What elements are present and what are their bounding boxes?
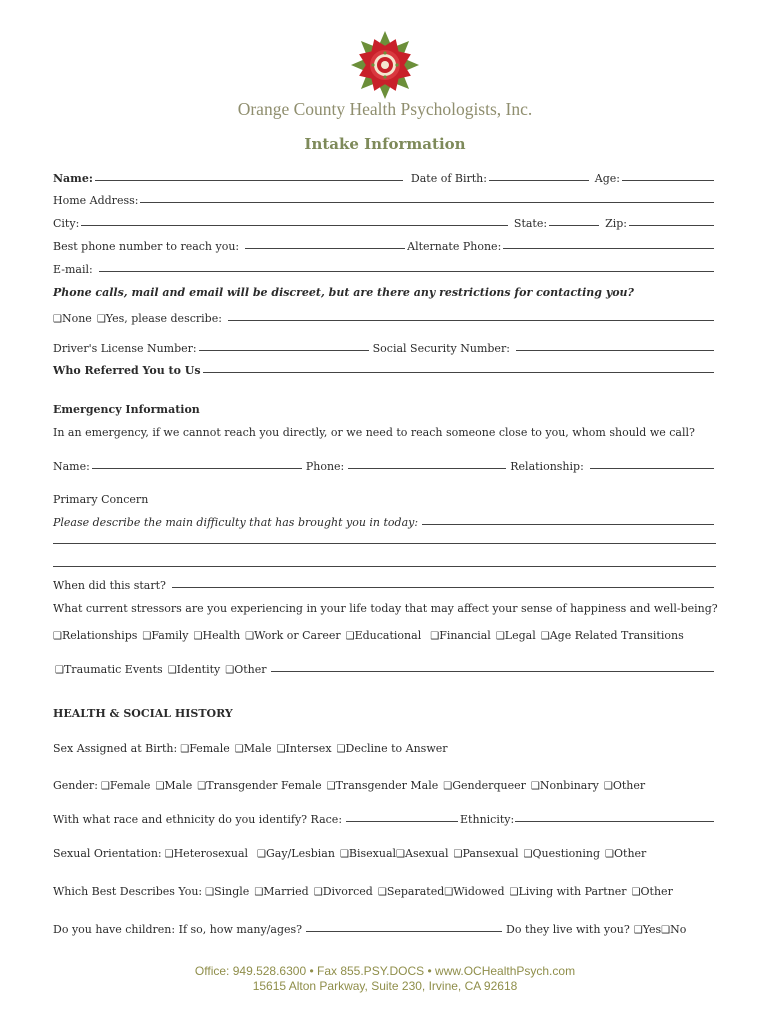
gender-option: Male	[164, 779, 193, 792]
emergency-name-field[interactable]	[92, 468, 302, 469]
stressor-other-field[interactable]	[271, 671, 715, 672]
live-checkbox[interactable]: ❑	[633, 925, 643, 936]
page-title: Intake Information	[304, 135, 466, 153]
restrictions-field[interactable]	[228, 320, 714, 321]
emergency-heading: Emergency Information	[53, 403, 200, 416]
orientation-checkbox[interactable]: ❑	[339, 849, 349, 860]
gender-checkbox[interactable]: ❑	[603, 781, 613, 792]
emergency-phone-label: Phone:	[305, 460, 345, 473]
orientation-checkbox[interactable]: ❑	[396, 849, 405, 860]
stressor-checkbox[interactable]: ❑	[167, 665, 177, 676]
describe-line-2	[53, 530, 716, 548]
start-label: When did this start?	[53, 579, 166, 592]
mandala-logo-icon	[349, 29, 421, 101]
state-label: State:	[513, 217, 548, 230]
gender-checkbox[interactable]: ❑	[100, 781, 110, 792]
city-label: City:	[53, 217, 80, 230]
sex-option: Female	[189, 742, 230, 755]
describe-row	[53, 511, 716, 529]
zip-label: Zip:	[605, 217, 627, 230]
orientation-option: Bisexual	[348, 847, 397, 860]
health-heading-row	[53, 702, 716, 720]
address-row	[53, 189, 716, 207]
stressor-checkbox[interactable]: ❑	[142, 631, 152, 642]
status-option: Separated	[386, 885, 445, 898]
describe-field-2[interactable]	[53, 543, 716, 544]
address-label: Home Address:	[53, 194, 139, 207]
orientation-label: Sexual Orientation:	[53, 847, 162, 860]
email-label: E-mail:	[53, 263, 93, 276]
zip-field[interactable]	[629, 225, 714, 226]
gender-checkbox[interactable]: ❑	[443, 781, 453, 792]
gender-checkbox[interactable]: ❑	[155, 781, 165, 792]
status-option: Other	[640, 885, 673, 898]
stressor-checkbox[interactable]: ❑	[245, 631, 255, 642]
discreet-note: Phone calls, mail and email will be discreet, but are there any restrictions for contacting you?	[53, 286, 635, 299]
sex-checkbox[interactable]: ❑	[180, 744, 190, 755]
stressor-options-row	[53, 624, 716, 642]
sex-checkbox[interactable]: ❑	[234, 744, 244, 755]
status-checkbox[interactable]: ❑	[313, 887, 323, 898]
email-field[interactable]	[99, 271, 714, 272]
phone-label: Best phone number to reach you:	[53, 240, 240, 253]
stressor-option: Age Related Transitions	[549, 629, 684, 642]
sex-checkbox[interactable]: ❑	[336, 744, 346, 755]
status-option: Divorced	[322, 885, 373, 898]
referred-field[interactable]	[203, 372, 714, 373]
stressor-option: Other	[234, 663, 267, 676]
describe-field-3[interactable]	[53, 566, 716, 567]
name-label: Name:	[53, 172, 93, 185]
state-field[interactable]	[549, 225, 599, 226]
gender-option: Nonbinary	[539, 779, 599, 792]
race-field[interactable]	[346, 821, 458, 822]
dob-label: Date of Birth:	[410, 172, 487, 185]
yes-checkbox[interactable]: ❑	[96, 314, 106, 325]
stressor-option: Identity	[176, 663, 221, 676]
stressor-checkbox[interactable]: ❑	[495, 631, 505, 642]
describe-field[interactable]	[422, 524, 714, 525]
stressor-option: Educational	[354, 629, 422, 642]
restrictions-row	[53, 307, 716, 325]
status-option: Single	[214, 885, 250, 898]
age-field[interactable]	[622, 180, 714, 181]
orientation-checkbox[interactable]: ❑	[453, 849, 463, 860]
orientation-checkbox[interactable]: ❑	[164, 849, 174, 860]
health-heading: HEALTH & SOCIAL HISTORY	[53, 707, 233, 720]
stressor-checkbox[interactable]: ❑	[430, 631, 440, 642]
stressor-option: Traumatic Events	[63, 663, 163, 676]
referred-row	[53, 359, 716, 377]
stressor-option: Legal	[504, 629, 536, 642]
stressor-checkbox[interactable]: ❑	[193, 631, 203, 642]
status-checkbox[interactable]: ❑	[631, 887, 641, 898]
status-checkbox[interactable]: ❑	[444, 887, 454, 898]
race-row	[53, 808, 716, 826]
emergency-relationship-label: Relationship:	[510, 460, 584, 473]
sex-option: Male	[243, 742, 272, 755]
age-label: Age:	[594, 172, 620, 185]
describe-label: Please describe the main difficulty that has brought you in today:	[53, 516, 419, 529]
gender-option: Genderqueer	[452, 779, 526, 792]
stressors-row	[53, 597, 716, 615]
stressor-option: Financial	[439, 629, 491, 642]
gender-option: Transgender Male	[335, 779, 439, 792]
sex-option: Decline to Answer	[345, 742, 448, 755]
stressor-option: Relationships	[61, 629, 138, 642]
live-option: Yes	[642, 923, 662, 936]
stressor-checkbox[interactable]: ❑	[345, 631, 355, 642]
status-checkbox[interactable]: ❑	[205, 887, 215, 898]
email-row	[53, 258, 716, 276]
orientation-row	[53, 842, 716, 860]
status-row	[53, 880, 716, 898]
org-name: Orange County Health Psychologists, Inc.	[237, 99, 533, 119]
sex-option: Intersex	[285, 742, 332, 755]
alt-phone-field[interactable]	[503, 248, 714, 249]
children-field[interactable]	[306, 931, 502, 932]
gender-checkbox[interactable]: ❑	[530, 781, 540, 792]
stressor-option: Family	[151, 629, 189, 642]
gender-option: Female	[109, 779, 151, 792]
phone-field[interactable]	[245, 248, 405, 249]
orientation-option: Other	[614, 847, 647, 860]
emergency-relationship-field[interactable]	[590, 468, 714, 469]
referred-label: Who Referred You to Us	[53, 364, 201, 377]
concern-heading: Primary Concern	[53, 493, 149, 506]
gender-option: Transgender Female	[206, 779, 322, 792]
status-checkbox[interactable]: ❑	[377, 887, 387, 898]
stressor-option: Health	[202, 629, 241, 642]
emergency-phone-field[interactable]	[348, 468, 506, 469]
city-row	[53, 212, 716, 230]
stressor-options-row-2	[55, 658, 716, 676]
ethnicity-field[interactable]	[515, 821, 714, 822]
emergency-contact-row	[53, 455, 716, 473]
stressor-checkbox[interactable]: ❑	[53, 631, 62, 642]
status-checkbox[interactable]: ❑	[509, 887, 519, 898]
stressor-checkbox[interactable]: ❑	[225, 665, 235, 676]
none-label: None	[61, 312, 92, 325]
live-checkbox[interactable]: ❑	[661, 925, 671, 936]
gender-checkbox[interactable]: ❑	[197, 781, 207, 792]
emergency-prompt-row	[53, 421, 716, 439]
status-option: Married	[263, 885, 309, 898]
ssn-label: Social Security Number:	[372, 342, 510, 355]
live-option: No	[670, 923, 687, 936]
start-field[interactable]	[172, 587, 714, 588]
city-field[interactable]	[81, 225, 508, 226]
orientation-option: Heterosexual	[173, 847, 249, 860]
status-option: Living with Partner	[518, 885, 627, 898]
gender-row	[53, 774, 716, 792]
emergency-name-label: Name:	[53, 460, 90, 473]
sex-row	[53, 737, 716, 755]
stressor-checkbox[interactable]: ❑	[540, 631, 550, 642]
footer-address: 15615 Alton Parkway, Suite 230, Irvine, CA 92618	[252, 979, 518, 993]
address-field[interactable]	[140, 202, 714, 203]
alt-phone-label: Alternate Phone:	[407, 240, 502, 253]
orientation-checkbox[interactable]: ❑	[605, 849, 614, 860]
orientation-option: Questioning	[532, 847, 601, 860]
name-field[interactable]	[95, 180, 403, 181]
name-row	[53, 167, 716, 185]
gender-checkbox[interactable]: ❑	[326, 781, 336, 792]
stressor-option: Work or Career	[254, 629, 341, 642]
sex-label: Sex Assigned at Birth:	[53, 742, 178, 755]
status-label: Which Best Describes You:	[53, 885, 203, 898]
yes-describe-label: Yes, please describe:	[105, 312, 222, 325]
gender-label: Gender:	[53, 779, 98, 792]
none-checkbox[interactable]: ❑	[53, 314, 62, 325]
ethnicity-label: Ethnicity:	[460, 813, 515, 826]
emergency-heading-row	[53, 398, 716, 416]
race-label: With what race and ethnicity do you identify? Race:	[53, 813, 343, 826]
license-field[interactable]	[199, 350, 369, 351]
stressor-checkbox[interactable]: ❑	[55, 665, 64, 676]
concern-heading-row	[53, 488, 716, 506]
describe-line-3	[53, 553, 716, 571]
dob-field[interactable]	[489, 180, 589, 181]
orientation-option: Asexual	[405, 847, 449, 860]
phone-row	[53, 235, 716, 253]
footer-contact: Office: 949.528.6300 • Fax 855.PSY.DOCS • www.OCHealthPsych.com	[194, 964, 576, 978]
orientation-option: Pansexual	[462, 847, 519, 860]
live-label: Do they live with you?	[506, 923, 630, 936]
start-row	[53, 574, 716, 592]
children-row	[53, 918, 716, 936]
discreet-note-row	[53, 281, 716, 299]
ssn-field[interactable]	[516, 350, 714, 351]
orientation-checkbox[interactable]: ❑	[257, 849, 266, 860]
stressors-label: What current stressors are you experiencing in your life today that may affect your sense of happiness and well-being?	[53, 602, 718, 615]
sex-checkbox[interactable]: ❑	[276, 744, 286, 755]
orientation-option: Gay/Lesbian	[266, 847, 335, 860]
emergency-prompt: In an emergency, if we cannot reach you directly, or we need to reach someone close to you, whom should we call?	[53, 426, 695, 439]
status-option: Widowed	[453, 885, 505, 898]
gender-option: Other	[612, 779, 646, 792]
status-checkbox[interactable]: ❑	[254, 887, 264, 898]
license-label: Driver's License Number:	[53, 342, 197, 355]
orientation-checkbox[interactable]: ❑	[523, 849, 533, 860]
children-label: Do you have children: If so, how many/ages?	[53, 923, 303, 936]
license-row	[53, 337, 716, 355]
